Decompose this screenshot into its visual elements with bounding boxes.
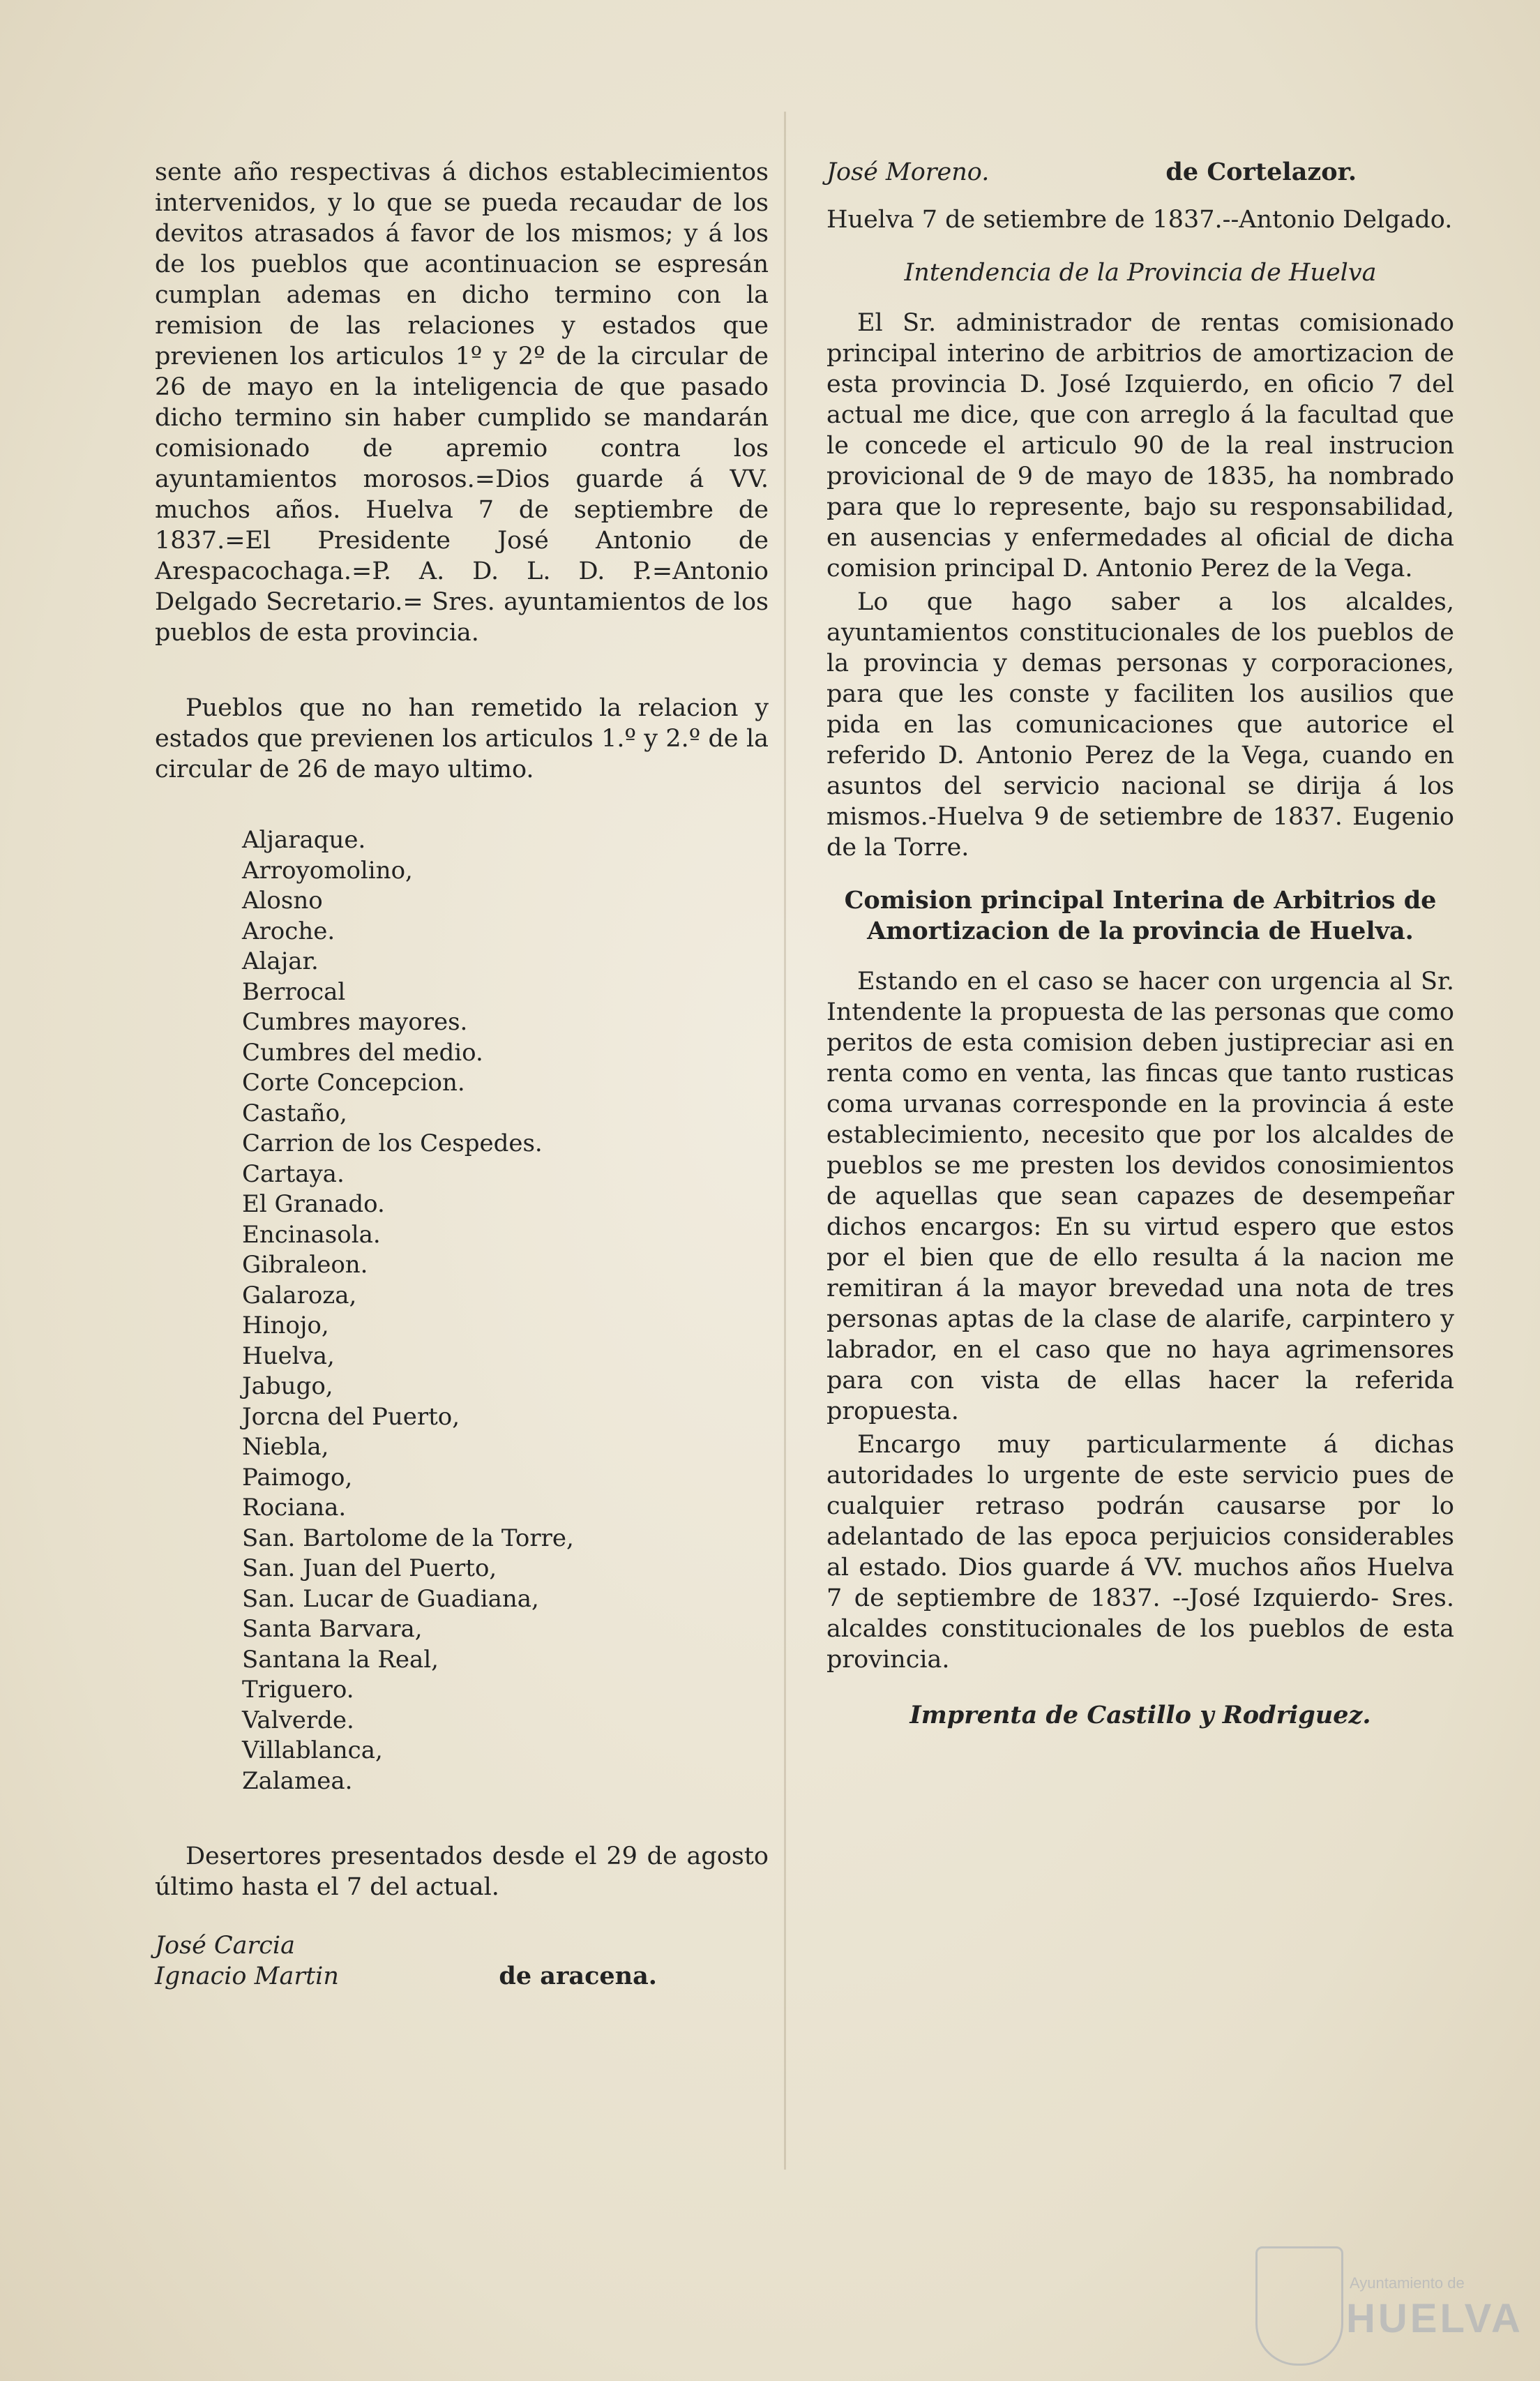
- town-list-item: Niebla,: [242, 1433, 329, 1461]
- city-logo-watermark: [1255, 2246, 1523, 2365]
- left-column: [155, 157, 769, 1992]
- heading-comision: Comision principal Interina de Arbitrios de Amortizacion de la provincia de Huelva.: [844, 886, 1437, 945]
- left-paragraph-1: sente año respectivas á dichos establecimientos intervenidos, y lo que se pueda recaudar de los devitos atrasados á favor de los mismos; y á los de los pueblos que acontinuacion se espresán cumplan ademas en dicho termino con la remision de las relaciones y estados que previenen los articulos 1º y 2º de la circular de 26 de mayo en la inteligencia de que pasado dicho termino sin haber cumplido se mandarán comisionado de apremio contra los ayuntamientos morosos.=Dios guarde á VV. muchos años. Huelva 7 de septiembre de 1837.=El Presidente José Antonio de Arespacochaga.=P. A. D. L. D. P.=Antonio Delgado Secretario.= Sres. ayuntamientos de los pueblos de esta provincia.: [155, 158, 769, 647]
- town-list-item: Paimogo,: [242, 1463, 353, 1492]
- town-list-item: Corte Concepcion.: [242, 1069, 465, 1097]
- signature-top: [826, 157, 1454, 188]
- signature-row-2: [155, 1961, 657, 1992]
- page-fold: [784, 112, 786, 2170]
- town-list-item: Carrion de los Cespedes.: [242, 1129, 543, 1157]
- town-list-item: Valverde.: [242, 1706, 354, 1734]
- town-list-item: Santana la Real,: [242, 1645, 439, 1674]
- signature-name-1: José Carcia: [155, 1932, 295, 1960]
- town-list-item: Cartaya.: [242, 1159, 345, 1188]
- town-list-item: Jorcna del Puerto,: [242, 1402, 460, 1431]
- heading-intendencia: Intendencia de la Provincia de Huelva: [904, 259, 1377, 287]
- town-list-item: San. Juan del Puerto,: [242, 1554, 497, 1582]
- town-list-item: Huelva,: [242, 1342, 335, 1370]
- town-list-item: Aljaraque.: [242, 826, 366, 854]
- date-line: Huelva 7 de setiembre de 1837.--Antonio Delgado.: [826, 206, 1453, 234]
- town-list-item: Santa Barvara,: [242, 1615, 423, 1643]
- watermark-big: HUELVA: [1346, 2296, 1523, 2341]
- town-list-item: San. Lucar de Guadiana,: [242, 1584, 539, 1613]
- town-list-item: Villablanca,: [242, 1736, 383, 1764]
- signature-place-top: de Cortelazor.: [1165, 158, 1357, 186]
- left-paragraph-2: Pueblos que no han remetido la relacion y estados que previenen los articulos 1.º y 2.º de la circular de 26 de mayo ultimo.: [155, 694, 769, 783]
- town-list-item: Rociana.: [242, 1494, 347, 1522]
- shield-icon: [1255, 2246, 1343, 2366]
- town-list-item: San. Bartolome de la Torre,: [242, 1524, 574, 1552]
- town-list-item: Cumbres mayores.: [242, 1008, 468, 1036]
- watermark-small: Ayuntamiento de: [1350, 2274, 1465, 2292]
- town-list-item: Cumbres del medio.: [242, 1038, 483, 1067]
- town-list-item: Berrocal: [242, 977, 346, 1006]
- signature-row-1: [155, 1930, 657, 1961]
- town-list-item: El Granado.: [242, 1190, 385, 1218]
- printer-imprint: Imprenta de Castillo y Rodriguez.: [909, 1701, 1371, 1729]
- signatures: [155, 1930, 769, 1992]
- left-paragraph-3: Desertores presentados desde el 29 de agosto último hasta el 7 del actual.: [155, 1842, 769, 1901]
- right-paragraph-3: Estando en el caso se hacer con urgencia al Sr. Intendente la propuesta de las personas que como peritos de esta comision deben justipreciar asi en renta como en venta, las fincas que tanto rusticas coma urvanas corresponde en la provincia á este establecimiento, necesito que por los alcaldes de pueblos se me presten los devidos conosimientos de aquellas que sean capazes de desempeñar dichos encargos: En su virtud espero que estos por el bien que de ello resulta á la nacion me remitiran á la mayor brevedad una nota de tres personas aptas de la clase de alarife, carpintero y labrador, en el caso que no haya agrimensores para con vista de ellas hacer la referida propuesta.: [826, 968, 1454, 1425]
- town-list-item: Alajar.: [242, 947, 319, 975]
- right-paragraph-2: Lo que hago saber a los alcaldes, ayuntamientos constitucionales de los pueblos de la provincia y demas personas y corporaciones, para que les conste y faciliten los ausilios que pida en las comunicaciones que autorice el referido D. Antonio Perez de la Vega, cuando en asuntos del servicio nacional se dirija á los mismos.-Huelva 9 de setiembre de 1837. Eugenio de la Torre.: [826, 588, 1454, 862]
- town-list-item: Encinasola.: [242, 1220, 381, 1249]
- town-list-item: Triguero.: [242, 1676, 354, 1704]
- town-list-item: Hinojo,: [242, 1312, 329, 1339]
- town-list-item: Gibraleon.: [242, 1251, 368, 1279]
- signature-row-top: [826, 157, 1357, 188]
- town-list-item: Galaroza,: [242, 1281, 357, 1309]
- signature-name-top: José Moreno.: [826, 158, 990, 186]
- right-column: [826, 157, 1454, 1731]
- town-list-item: Alosno: [242, 887, 323, 915]
- town-list-item: Zalamea.: [242, 1766, 353, 1795]
- town-list-item: Jabugo,: [242, 1372, 333, 1400]
- town-list-item: Arroyomolino,: [242, 856, 413, 885]
- town-list: [242, 825, 769, 1796]
- town-list-item: Aroche.: [242, 917, 335, 945]
- town-list-item: Castaño,: [242, 1099, 347, 1127]
- signature-place-2: de aracena.: [499, 1962, 657, 1990]
- right-paragraph-4: Encargo muy particularmente á dichas autoridades lo urgente de este servicio pues de cualquier retraso podrán causarse por lo adelantado de las epoca perjuicios considerables al estado. Dios guarde á VV. muchos años Huelva 7 de septiembre de 1837. --José Izquierdo- Sres. alcaldes constitucionales de los pueblos de esta provincia.: [826, 1431, 1454, 1674]
- right-paragraph-1: El Sr. administrador de rentas comisionado principal interino de arbitrios de amortizacion de esta provincia D. José Izquierdo, en oficio 7 del actual me dice, que con arreglo á la facultad que le concede el articulo 90 de la real instrucion provicional de 9 de mayo de 1835, ha nombrado para que lo represente, bajo su responsabilidad, en ausencias y enfermedades al oficial de dicha comision principal D. Antonio Perez de la Vega.: [826, 309, 1454, 583]
- signature-name-2: Ignacio Martin: [155, 1962, 339, 1990]
